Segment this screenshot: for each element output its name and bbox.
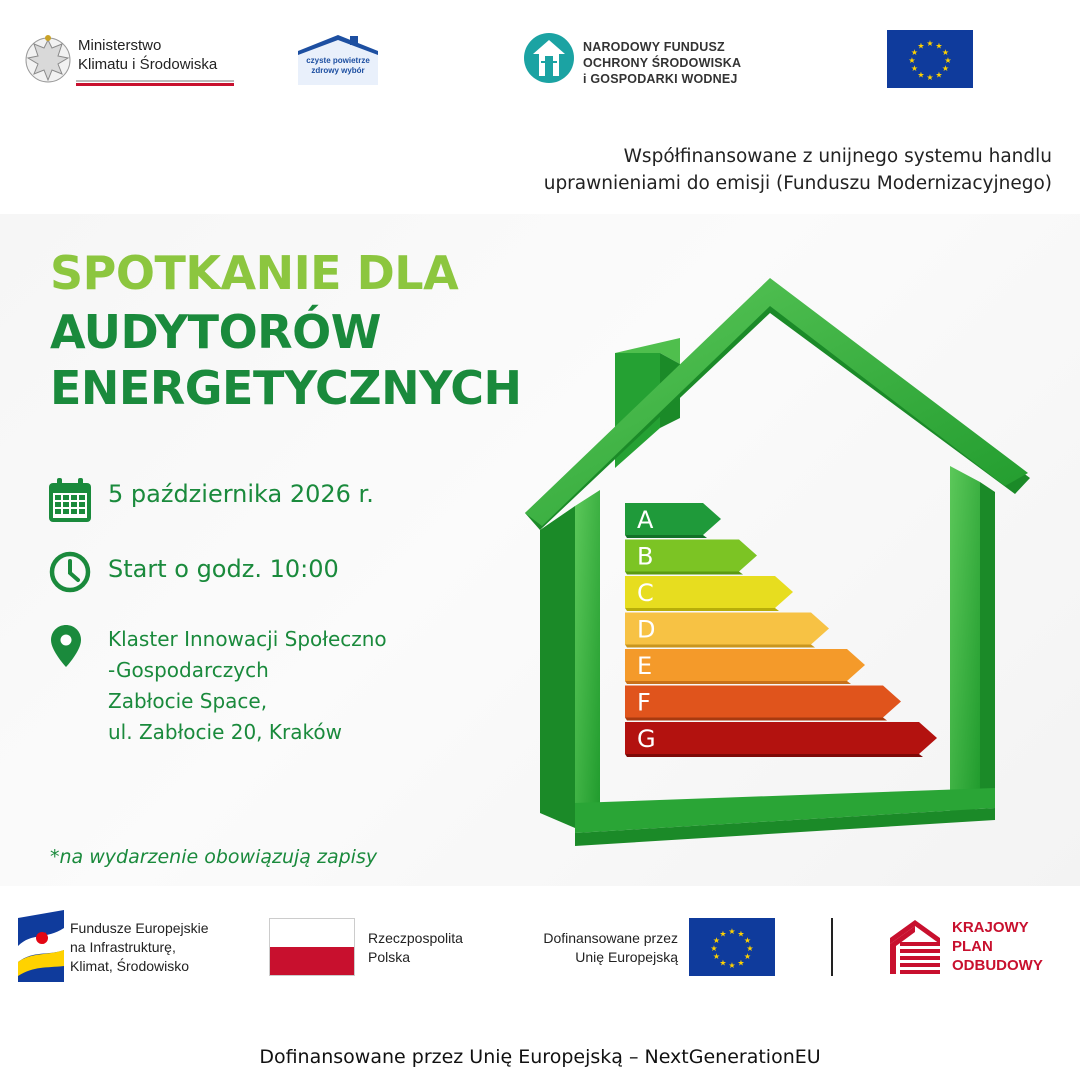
svg-text:★: ★: [910, 48, 919, 57]
fe-text: [70, 919, 209, 976]
kpo-line-2: PLAN: [952, 938, 993, 955]
svg-text:★: ★: [941, 48, 950, 57]
energy-class-bar-f: [625, 686, 901, 718]
svg-text:★: ★: [719, 958, 727, 968]
energy-class-bars: [625, 503, 937, 757]
svg-text:★: ★: [935, 70, 943, 80]
energy-house-illustration: [520, 268, 1040, 848]
location-line-3: Zabłocie Space,: [108, 689, 268, 713]
eu-flag-bottom: [689, 918, 775, 976]
poland-flag-white: [270, 919, 354, 947]
location-line-4: ul. Zabłocie 20, Kraków: [108, 720, 342, 744]
energy-class-label-g: G: [637, 725, 656, 753]
clean-air-line-2: zdrowy wybór: [311, 66, 365, 75]
svg-text:★: ★: [746, 944, 754, 953]
ministry-underline-red: [76, 83, 234, 86]
kpo-text: [952, 918, 1043, 975]
energy-class-shadow-a: [625, 535, 707, 538]
energy-class-shadow-f: [625, 718, 887, 721]
svg-text:★: ★: [728, 961, 736, 970]
svg-text:★: ★: [935, 41, 943, 51]
nfosigw-name: [583, 39, 741, 87]
calendar-icon: [48, 477, 92, 523]
svg-text:★: ★: [917, 70, 925, 80]
fe-logo-icon: [18, 910, 64, 982]
eu-cofinanced-line-1: Dofinansowane przez: [543, 930, 678, 946]
cofinancing-line-2: uprawnieniami do emisji (Funduszu Modernizacyjnego): [543, 173, 1052, 194]
energy-class-bar-e: [625, 649, 865, 681]
energy-class-label-d: D: [637, 615, 656, 644]
rp-text: [368, 929, 463, 967]
energy-class-bar-g: [625, 722, 937, 754]
energy-class-label-f: F: [637, 688, 651, 717]
svg-text:★: ★: [917, 41, 925, 51]
location-line-1: Klaster Innowacji Społeczno: [108, 627, 387, 651]
eu-flag-top: [887, 30, 973, 88]
eu-stars-icon: [689, 918, 775, 976]
fe-line-2: na Infrastrukturę,: [70, 939, 176, 955]
event-title-line-1: SPOTKANIE DLA: [50, 246, 459, 300]
registration-note: *na wydarzenie obowiązują zapisy: [50, 846, 378, 868]
nfosigw-emblem-icon: [523, 32, 575, 84]
rp-line-1: Rzeczpospolita: [368, 930, 463, 946]
svg-text:★: ★: [743, 952, 752, 961]
clean-air-text: [298, 56, 378, 76]
svg-text:★: ★: [737, 958, 745, 968]
svg-text:★: ★: [743, 936, 752, 945]
svg-text:★: ★: [710, 944, 718, 953]
event-date: 5 października 2026 r.: [108, 480, 374, 508]
footer-text: Dofinansowane przez Unię Europejską – NextGenerationEU: [259, 1046, 821, 1068]
ministry-line-2: Klimatu i Środowiska: [78, 56, 218, 73]
clock-icon: [49, 551, 91, 593]
kpo-logo-icon: [888, 918, 942, 976]
event-time: Start o godz. 10:00: [108, 555, 339, 583]
svg-text:★: ★: [941, 64, 950, 73]
energy-class-bar-d: [625, 613, 829, 645]
energy-class-shadow-g: [625, 754, 923, 757]
eu-cofinanced-line-2: Unię Europejską: [575, 949, 678, 965]
energy-class-shadow-b: [625, 572, 743, 575]
energy-class-label-a: A: [637, 506, 654, 534]
kpo-line-3: ODBUDOWY: [952, 957, 1043, 974]
energy-class-shadow-d: [625, 645, 815, 648]
svg-text:★: ★: [728, 927, 736, 936]
event-title: [50, 304, 522, 416]
event-location: [108, 624, 387, 748]
location-line-2: -Gospodarczych: [108, 658, 269, 682]
cofinancing-text: [440, 143, 1052, 197]
nfosigw-line-2: OCHRONY ŚRODOWISKA: [583, 56, 742, 70]
eu-cofinanced-text: [480, 929, 678, 967]
svg-text:★: ★: [910, 64, 919, 73]
svg-text:★: ★: [926, 39, 934, 48]
svg-text:★: ★: [712, 952, 721, 961]
eu-stars-icon: [887, 30, 973, 88]
cofinancing-line-1: Współfinansowane z unijnego systemu handlu: [623, 146, 1052, 167]
svg-text:★: ★: [926, 73, 934, 82]
energy-class-shadow-e: [625, 681, 851, 684]
poland-flag-red: [270, 947, 354, 975]
svg-text:★: ★: [719, 929, 727, 939]
energy-class-label-c: C: [637, 579, 654, 607]
energy-class-shadow-c: [625, 608, 779, 611]
location-pin-icon: [50, 624, 82, 668]
svg-text:★: ★: [944, 56, 952, 65]
nfosigw-logo: [523, 32, 575, 84]
poland-flag: [269, 918, 355, 976]
nfosigw-line-1: NARODOWY FUNDUSZ: [583, 40, 725, 54]
svg-text:★: ★: [712, 936, 721, 945]
house-frame: [525, 278, 1030, 846]
energy-class-label-b: B: [637, 542, 654, 571]
svg-text:★: ★: [908, 56, 916, 65]
fe-line-1: Fundusze Europejskie: [70, 920, 209, 936]
clean-air-line-1: czyste powietrze: [306, 56, 370, 65]
logo-divider: [831, 918, 833, 976]
svg-text:★: ★: [737, 929, 745, 939]
energy-class-label-e: E: [637, 652, 653, 680]
white-eagle-icon: [22, 30, 74, 88]
event-title-line-2: AUDYTORÓW: [50, 305, 381, 359]
rp-line-2: Polska: [368, 949, 411, 965]
ministry-underline: [76, 80, 234, 82]
fe-line-3: Klimat, Środowisko: [70, 958, 190, 974]
event-title-line-3: ENERGETYCZNYCH: [50, 361, 522, 415]
nfosigw-line-3: i GOSPODARKI WODNEJ: [583, 72, 738, 86]
ministry-name: [78, 36, 217, 74]
kpo-line-1: KRAJOWY: [952, 919, 1029, 936]
ministry-line-1: Ministerstwo: [78, 37, 162, 54]
